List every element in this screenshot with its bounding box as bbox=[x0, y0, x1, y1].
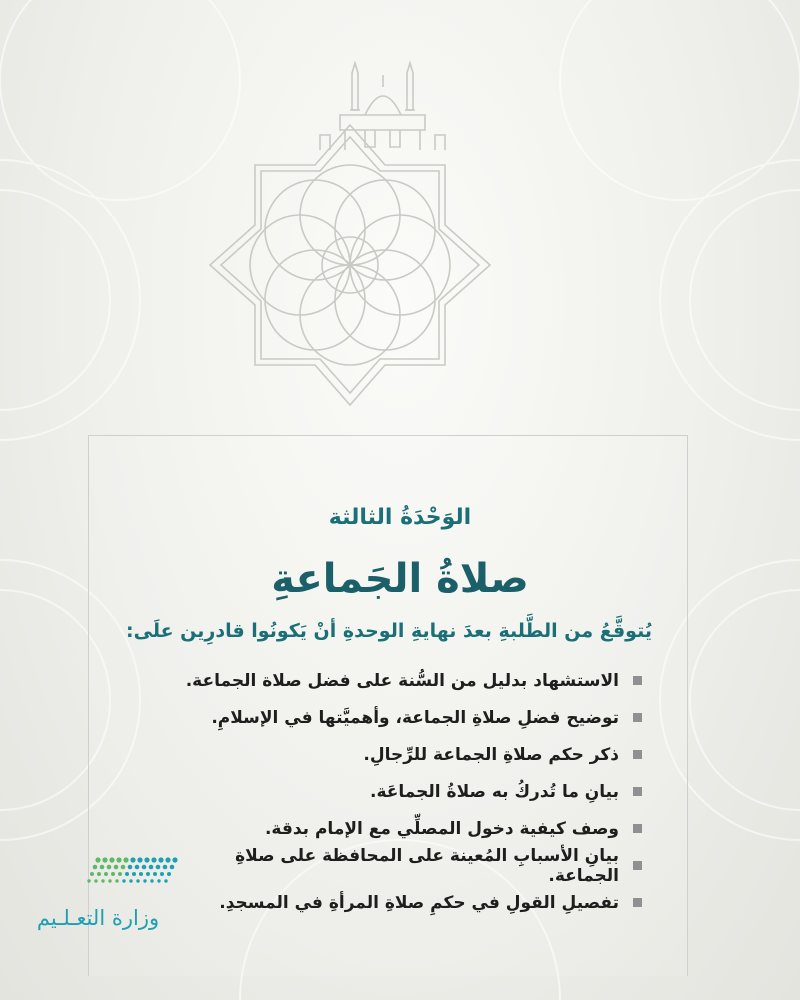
logo-dot bbox=[144, 857, 149, 862]
logo-dot bbox=[101, 879, 104, 882]
logo-dot bbox=[170, 865, 175, 870]
mosque-rosette-emblem bbox=[195, 55, 505, 455]
objective-text: توضيح فضلِ صلاةِ الجماعة، وأهميَّتها في الإسلامِ. bbox=[211, 707, 619, 728]
objective-text: ذكر حكم صلاةِ الجماعة للرِّجالِ. bbox=[363, 744, 619, 765]
objective-item bbox=[172, 884, 642, 921]
objective-text: بيانِ الأسبابِ المُعينة على المحافظة على صلاةِ الجماعة. bbox=[235, 845, 619, 886]
logo-dot bbox=[143, 879, 146, 882]
logo-dot bbox=[128, 865, 133, 870]
logo-dot bbox=[90, 872, 94, 876]
objective-item bbox=[172, 847, 642, 884]
logo-dot bbox=[139, 872, 143, 876]
logo-dot bbox=[104, 872, 108, 876]
logo-dot bbox=[167, 872, 171, 876]
logo-dot bbox=[108, 879, 111, 882]
logo-dot bbox=[107, 865, 112, 870]
square-bullet-icon bbox=[633, 787, 642, 796]
objective-text: بيانِ ما تُدركُ به صلاةُ الجماعَة. bbox=[370, 781, 619, 802]
logo-dot bbox=[114, 865, 119, 870]
logo-dot bbox=[146, 872, 150, 876]
logo-dot bbox=[129, 879, 132, 882]
unit-label: الوَحْدَةُ الثالثة bbox=[328, 505, 472, 530]
logo-dot bbox=[165, 857, 170, 862]
logo-dot bbox=[136, 879, 139, 882]
objective-text: وصف كيفية دخول المصلِّي مع الإمام بدقة. bbox=[264, 818, 619, 839]
logo-dot bbox=[163, 865, 168, 870]
logo-dot bbox=[135, 865, 140, 870]
logo-dot bbox=[94, 879, 97, 882]
logo-dot bbox=[118, 872, 122, 876]
logo-dot bbox=[172, 857, 177, 862]
logo-dot bbox=[125, 872, 129, 876]
logo-dot bbox=[151, 857, 156, 862]
logo-dot bbox=[156, 865, 161, 870]
objective-item bbox=[172, 662, 642, 699]
logo-dot bbox=[116, 857, 121, 862]
logo-dot bbox=[111, 872, 115, 876]
logo-dot bbox=[160, 872, 164, 876]
objectives-list bbox=[172, 662, 642, 921]
logo-dot bbox=[123, 857, 128, 862]
objective-item bbox=[172, 736, 642, 773]
logo-dot bbox=[122, 879, 125, 882]
logo-dot bbox=[95, 857, 100, 862]
square-bullet-icon bbox=[633, 676, 642, 685]
logo-text: وزارة التعـلـيم bbox=[36, 906, 160, 930]
unit-title: صلاةُ الجَماعةِ bbox=[271, 556, 529, 602]
logo-dot bbox=[109, 857, 114, 862]
logo-dot bbox=[121, 865, 126, 870]
objective-text: تفصيلِ القولِ في حكمِ صلاةِ المرأةِ في المسجدِ. bbox=[219, 892, 619, 913]
logo-dot bbox=[102, 857, 107, 862]
objectives-intro: يُتوقَّعُ من الطَّلبةِ بعدَ نهايةِ الوحدةِ أنْ يَكونُوا قادرِين علَى: bbox=[126, 620, 652, 642]
square-bullet-icon bbox=[633, 824, 642, 833]
logo-dot bbox=[157, 879, 160, 882]
logo-dot bbox=[87, 879, 90, 882]
logo-dot bbox=[149, 865, 154, 870]
logo-dot bbox=[150, 879, 153, 882]
logo-dot bbox=[93, 865, 98, 870]
logo-dot bbox=[164, 879, 167, 882]
logo-dot bbox=[97, 872, 101, 876]
objective-item bbox=[172, 699, 642, 736]
objective-text: الاستشهاد بدليل من السُّنة على فضل صلاة الجماعة. bbox=[185, 670, 619, 691]
objective-item bbox=[172, 810, 642, 847]
logo-dot bbox=[100, 865, 105, 870]
logo-dot bbox=[158, 857, 163, 862]
logo-dot bbox=[115, 879, 118, 882]
logo-dot bbox=[130, 857, 135, 862]
logo-dot bbox=[142, 865, 147, 870]
square-bullet-icon bbox=[633, 861, 642, 870]
square-bullet-icon bbox=[633, 713, 642, 722]
logo-dot bbox=[132, 872, 136, 876]
objective-item bbox=[172, 773, 642, 810]
square-bullet-icon bbox=[633, 750, 642, 759]
square-bullet-icon bbox=[633, 898, 642, 907]
logo-dot bbox=[137, 857, 142, 862]
logo-dot bbox=[153, 872, 157, 876]
